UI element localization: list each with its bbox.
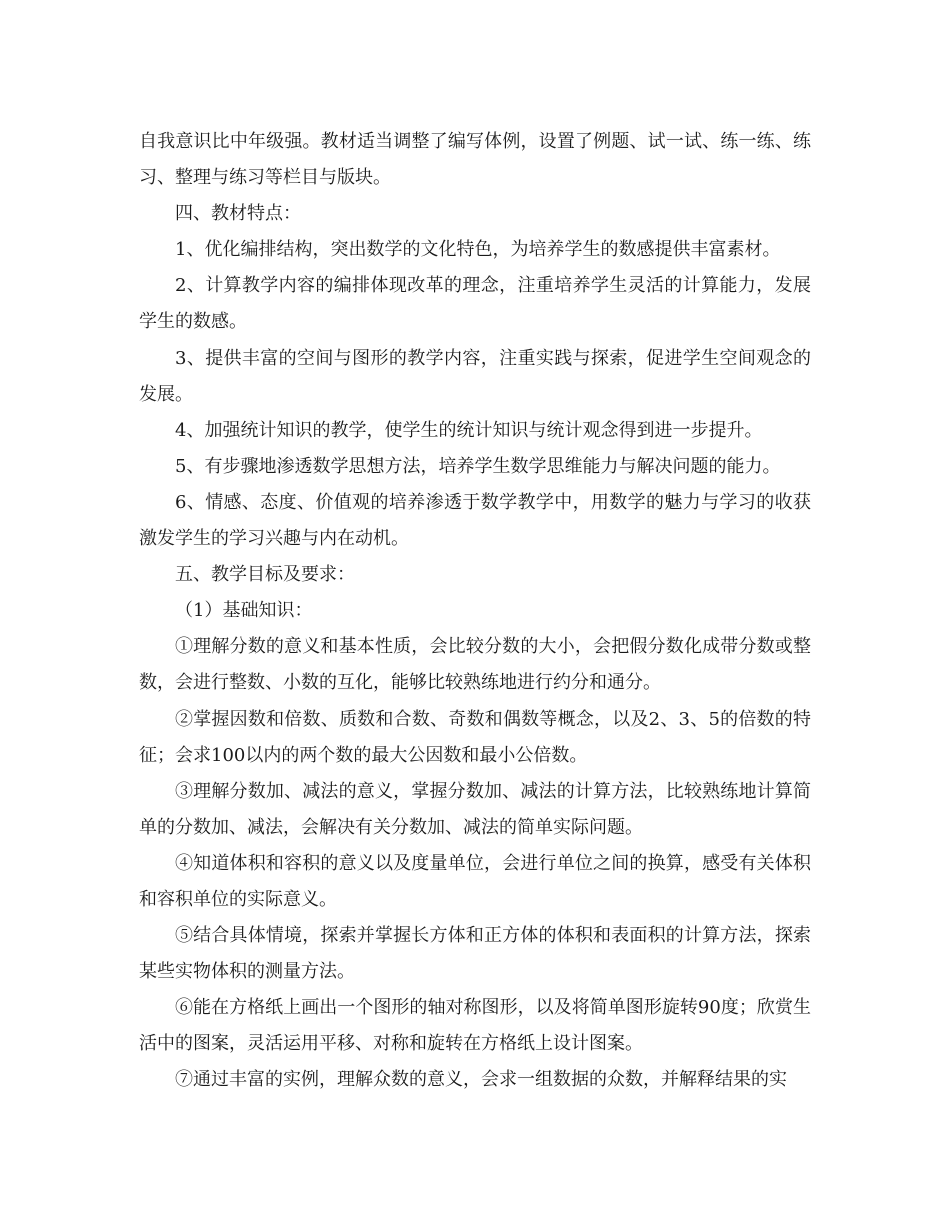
feature-item-5: 5、有步骤地渗透数学思想方法，培养学生数学思维能力与解决问题的能力。 (175, 455, 781, 477)
subheading-basic-knowledge: （1）基础知识： (175, 600, 313, 622)
section-heading-teaching-goals: 五、教学目标及要求： (175, 564, 355, 586)
section-heading-textbook-features: 四、教材特点： (175, 203, 301, 225)
goal-item-4: ④知道体积和容积的意义以及度量单位，会进行单位之间的换算，感受有关体积和容积单位的实际意义。 (139, 852, 811, 910)
goal-item-7: ⑦通过丰富的实例，理解众数的意义，会求一组数据的众数，并解释结果的实 (175, 1069, 787, 1091)
goal-item-6: ⑥能在方格纸上画出一个图形的轴对称图形，以及将简单图形旋转90度；欣赏生活中的图案，灵活运用平移、对称和旋转在方格纸上设计图案。 (139, 997, 811, 1055)
goal-item-2: ②掌握因数和倍数、质数和合数、奇数和偶数等概念，以及2、3、5的倍数的特征；会求100以内的两个数的最大公因数和最小公倍数。 (139, 708, 811, 766)
feature-item-6: 6、情感、态度、价值观的培养渗透于数学教学中，用数学的魅力与学习的收获激发学生的学习兴趣与内在动机。 (139, 491, 811, 550)
goal-item-3: ③理解分数加、减法的意义，掌握分数加、减法的计算方法，比较熟练地计算简单的分数加、减法，会解决有关分数加、减法的简单实际问题。 (139, 780, 811, 838)
feature-item-3: 3、提供丰富的空间与图形的教学内容，注重实践与探索，促进学生空间观念的发展。 (139, 347, 811, 405)
goal-item-5: ⑤结合具体情境，探索并掌握长方体和正方体的体积和表面积的计算方法，探索某些实物体积的测量方法。 (139, 925, 811, 983)
document-body (139, 124, 811, 1099)
paragraph-continuation: 自我意识比中年级强。教材适当调整了编写体例，设置了例题、试一试、练一练、练习、整理与练习等栏目与版块。 (139, 131, 811, 189)
goal-item-1: ①理解分数的意义和基本性质，会比较分数的大小，会把假分数化成带分数或整数，会进行整数、小数的互化，能够比较熟练地进行约分和通分。 (139, 636, 811, 694)
feature-item-4: 4、加强统计知识的教学，使学生的统计知识与统计观念得到进一步提升。 (175, 419, 763, 441)
feature-item-1: 1、优化编排结构，突出数学的文化特色，为培养学生的数感提供丰富素材。 (175, 239, 781, 261)
feature-item-2: 2、计算教学内容的编排体现改革的理念，注重培养学生灵活的计算能力，发展学生的数感。 (139, 275, 811, 333)
